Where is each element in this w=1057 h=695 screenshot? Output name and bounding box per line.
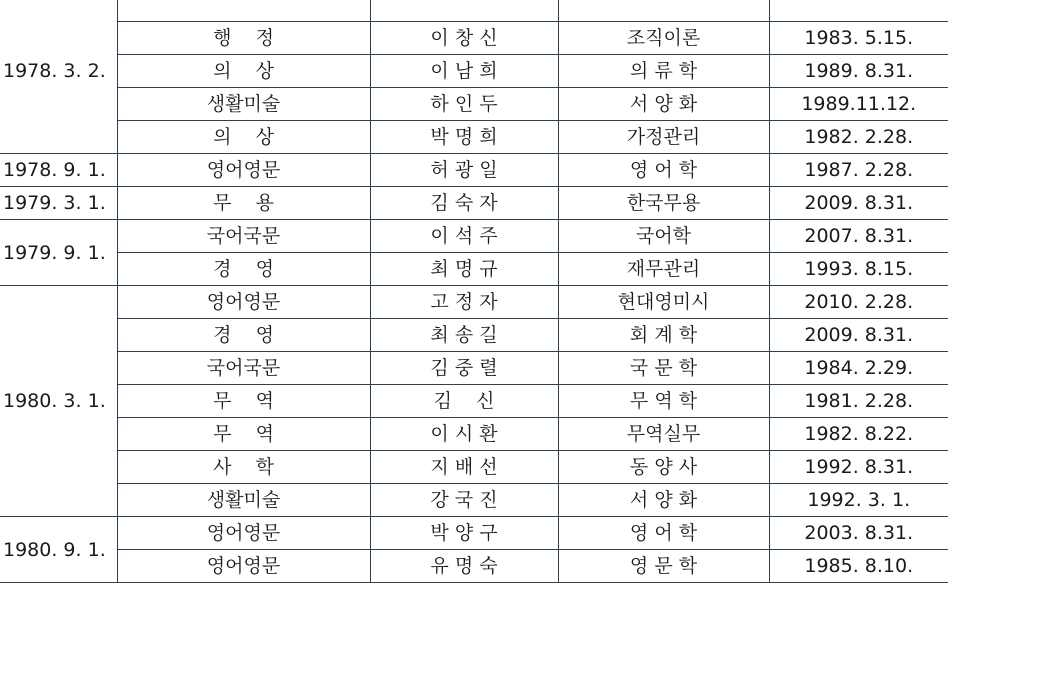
end-date-cell: 1983. 5.15. xyxy=(769,22,948,55)
department-cell: 사 학 xyxy=(117,451,370,484)
table-row xyxy=(0,0,948,22)
name-cell: 지 배 선 xyxy=(370,451,558,484)
table-row xyxy=(0,88,948,121)
major-cell: 국어학 xyxy=(558,220,769,253)
name-cell: 박 명 희 xyxy=(370,121,558,154)
department-cell: 영어영문 xyxy=(117,517,370,550)
table-row xyxy=(0,484,948,517)
name-cell: 하 인 두 xyxy=(370,88,558,121)
end-date-cell: 1981. 2.28. xyxy=(769,385,948,418)
appointment-date-cell: 1979. 9. 1. xyxy=(0,220,117,286)
end-date-cell: 1992. 8.31. xyxy=(769,451,948,484)
end-date-cell: 1984. 2.29. xyxy=(769,352,948,385)
table-row xyxy=(0,220,948,253)
end-date-cell: 2009. 8.31. xyxy=(769,187,948,220)
major-cell: 무 역 학 xyxy=(558,385,769,418)
appointment-date-cell: 1978. 3. 2. xyxy=(0,0,117,154)
end-date-cell: 1985. 8.10. xyxy=(769,550,948,583)
appointment-date-cell: 1978. 9. 1. xyxy=(0,154,117,187)
end-date-cell: 2003. 8.31. xyxy=(769,517,948,550)
major-cell xyxy=(558,0,769,22)
name-cell: 최 송 길 xyxy=(370,319,558,352)
table-row xyxy=(0,451,948,484)
end-date-cell: 2009. 8.31. xyxy=(769,319,948,352)
name-cell: 강 국 진 xyxy=(370,484,558,517)
name-cell: 유 명 숙 xyxy=(370,550,558,583)
major-cell: 가정관리 xyxy=(558,121,769,154)
table-row xyxy=(0,319,948,352)
appointment-date-cell: 1980. 3. 1. xyxy=(0,286,117,517)
table-row xyxy=(0,385,948,418)
end-date-cell: 1987. 2.28. xyxy=(769,154,948,187)
table-row xyxy=(0,154,948,187)
table-row xyxy=(0,253,948,286)
table-row xyxy=(0,550,948,583)
end-date-cell: 1982. 2.28. xyxy=(769,121,948,154)
name-cell: 허 광 일 xyxy=(370,154,558,187)
name-cell: 김 중 렬 xyxy=(370,352,558,385)
end-date-cell: 1992. 3. 1. xyxy=(769,484,948,517)
end-date-cell: 2007. 8.31. xyxy=(769,220,948,253)
department-cell: 무 역 xyxy=(117,385,370,418)
major-cell: 영 어 학 xyxy=(558,517,769,550)
major-cell: 영 문 학 xyxy=(558,550,769,583)
department-cell: 영어영문 xyxy=(117,154,370,187)
name-cell: 이 시 환 xyxy=(370,418,558,451)
department-cell: 국어국문 xyxy=(117,220,370,253)
major-cell: 현대영미시 xyxy=(558,286,769,319)
major-cell: 의 류 학 xyxy=(558,55,769,88)
department-cell: 경 영 xyxy=(117,253,370,286)
major-cell: 동 양 사 xyxy=(558,451,769,484)
department-cell: 행 정 xyxy=(117,22,370,55)
table-row xyxy=(0,121,948,154)
table-row xyxy=(0,22,948,55)
name-cell: 김 숙 자 xyxy=(370,187,558,220)
table-row xyxy=(0,352,948,385)
end-date-cell: 2010. 2.28. xyxy=(769,286,948,319)
table-row xyxy=(0,418,948,451)
major-cell: 회 계 학 xyxy=(558,319,769,352)
major-cell: 무역실무 xyxy=(558,418,769,451)
appointment-date-cell: 1979. 3. 1. xyxy=(0,187,117,220)
name-cell: 이 남 희 xyxy=(370,55,558,88)
appointment-date-cell: 1980. 9. 1. xyxy=(0,517,117,583)
table-row xyxy=(0,55,948,88)
major-cell: 한국무용 xyxy=(558,187,769,220)
name-cell xyxy=(370,0,558,22)
department-cell: 국어국문 xyxy=(117,352,370,385)
name-cell: 이 창 신 xyxy=(370,22,558,55)
table-row xyxy=(0,286,948,319)
name-cell: 박 양 구 xyxy=(370,517,558,550)
table-row xyxy=(0,187,948,220)
name-cell: 고 정 자 xyxy=(370,286,558,319)
department-cell: 영어영문 xyxy=(117,286,370,319)
end-date-cell: 1993. 8.15. xyxy=(769,253,948,286)
department-cell: 영어영문 xyxy=(117,550,370,583)
department-cell: 무 용 xyxy=(117,187,370,220)
major-cell: 영 어 학 xyxy=(558,154,769,187)
major-cell: 국 문 학 xyxy=(558,352,769,385)
name-cell: 김 신 xyxy=(370,385,558,418)
major-cell: 재무관리 xyxy=(558,253,769,286)
major-cell: 조직이론 xyxy=(558,22,769,55)
major-cell: 서 양 화 xyxy=(558,484,769,517)
department-cell: 무 역 xyxy=(117,418,370,451)
end-date-cell: 1989.11.12. xyxy=(769,88,948,121)
department-cell xyxy=(117,0,370,22)
department-cell: 의 상 xyxy=(117,121,370,154)
table-row xyxy=(0,517,948,550)
major-cell: 서 양 화 xyxy=(558,88,769,121)
end-date-cell: 1982. 8.22. xyxy=(769,418,948,451)
department-cell: 생활미술 xyxy=(117,88,370,121)
name-cell: 이 석 주 xyxy=(370,220,558,253)
name-cell: 최 명 규 xyxy=(370,253,558,286)
department-cell: 경 영 xyxy=(117,319,370,352)
end-date-cell: 1989. 8.31. xyxy=(769,55,948,88)
department-cell: 의 상 xyxy=(117,55,370,88)
department-cell: 생활미술 xyxy=(117,484,370,517)
end-date-cell xyxy=(769,0,948,22)
